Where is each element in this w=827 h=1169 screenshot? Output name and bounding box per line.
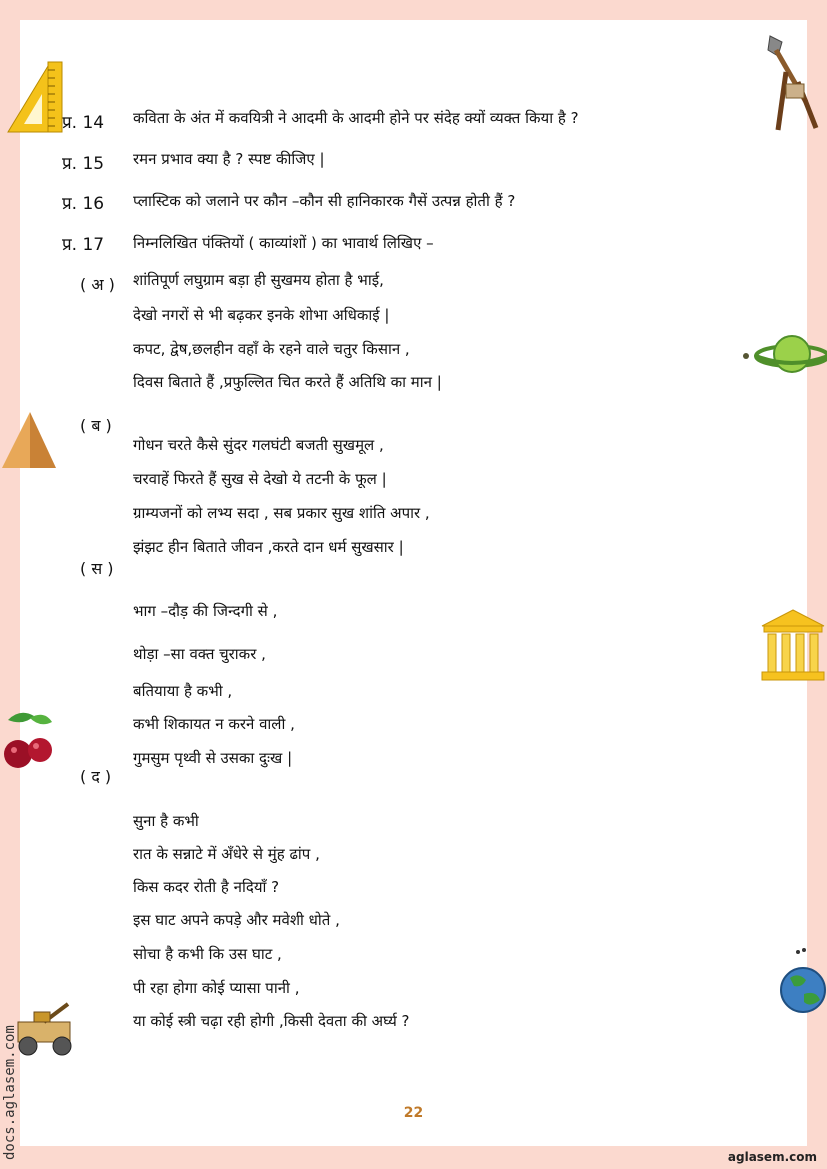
poem-line: दिवस बिताते हैं ,प्रफुल्लित चित करते हैं अतिथि का मान | xyxy=(133,373,442,391)
section-label: ( अ ) xyxy=(80,275,115,294)
side-watermark: docs.aglasem.com xyxy=(2,1025,18,1160)
set-square-ruler-icon xyxy=(2,58,68,136)
poem-line: देखो नगरों से भी बढ़कर इनके शोभा अधिकाई | xyxy=(133,306,390,324)
poem-line: कपट, द्वेष,छलहीन वहाँ के रहने वाले चतुर किसान , xyxy=(133,340,410,358)
poem-line: बतियाया है कभी , xyxy=(133,682,233,700)
question-number: प्र. 16 xyxy=(62,194,105,214)
poem-line: किस कदर रोती है नदियाँ ? xyxy=(133,878,280,896)
question-text: रमन प्रभाव क्या है ? स्पष्ट कीजिए | xyxy=(133,150,325,168)
question-text: प्लास्टिक को जलाने पर कौन –कौन सी हानिकारक गैसें उत्पन्न होती हैं ? xyxy=(133,192,516,210)
poem-line: चरवाहें फिरते हैं सुख से देखो ये तटनी के फूल | xyxy=(133,470,387,488)
section-label: ( ब ) xyxy=(80,416,112,435)
poem-line: थोड़ा –सा वक्त चुराकर , xyxy=(133,645,266,663)
saturn-planet-icon xyxy=(740,330,827,382)
poem-line: झंझट हीन बिताते जीवन ,करते दान धर्म सुखसार | xyxy=(133,538,404,556)
poem-line: रात के सन्नाटे में अँधेरे से मुंह ढांप , xyxy=(133,845,320,863)
greek-temple-icon xyxy=(760,608,826,684)
question-number: प्र. 14 xyxy=(62,113,105,133)
poem-line: भाग –दौड़ की जिन्दगी से , xyxy=(133,602,278,620)
poem-line: गोधन चरते कैसे सुंदर गलघंटी बजती सुखमूल , xyxy=(133,436,384,454)
page-number: 22 xyxy=(403,1105,424,1121)
question-number: प्र. 17 xyxy=(62,235,105,255)
question-text: कविता के अंत में कवयित्री ने आदमी के आदमी होने पर संदेह क्यों व्यक्त किया है ? xyxy=(133,109,579,127)
shovel-tools-icon xyxy=(766,32,824,134)
pyramid-icon xyxy=(0,410,58,470)
section-label: ( द ) xyxy=(80,767,112,786)
question-number: प्र. 15 xyxy=(62,154,105,174)
poem-line: गुमसुम पृथ्वी से उसका दुःख | xyxy=(133,749,293,767)
poem-line: कभी शिकायत न करने वाली , xyxy=(133,715,295,733)
poem-line: या कोई स्त्री चढ़ा रही होगी ,किसी देवता की अर्घ्य ? xyxy=(133,1012,410,1030)
poem-line: सुना है कभी xyxy=(133,812,199,830)
poem-line: पी रहा होगा कोई प्यासा पानी , xyxy=(133,979,300,997)
earth-globe-icon xyxy=(776,944,826,1020)
site-name: aglasem.com xyxy=(727,1150,817,1164)
berries-icon xyxy=(0,706,56,778)
telescope-machine-icon xyxy=(8,1000,84,1058)
poem-line: ग्राम्यजनों को लभ्य सदा , सब प्रकार सुख शांति अपार , xyxy=(133,504,430,522)
poem-line: सोचा है कभी कि उस घाट , xyxy=(133,945,282,963)
page-sheet xyxy=(20,20,807,1146)
section-label: ( स ) xyxy=(80,559,114,578)
question-text: निम्नलिखित पंक्तियों ( काव्यांशों ) का भावार्थ लिखिए – xyxy=(133,234,434,252)
poem-line: इस घाट अपने कपड़े और मवेशी धोते , xyxy=(133,911,340,929)
poem-line: शांतिपूर्ण लघुग्राम बड़ा ही सुखमय होता है भाई, xyxy=(133,271,384,289)
